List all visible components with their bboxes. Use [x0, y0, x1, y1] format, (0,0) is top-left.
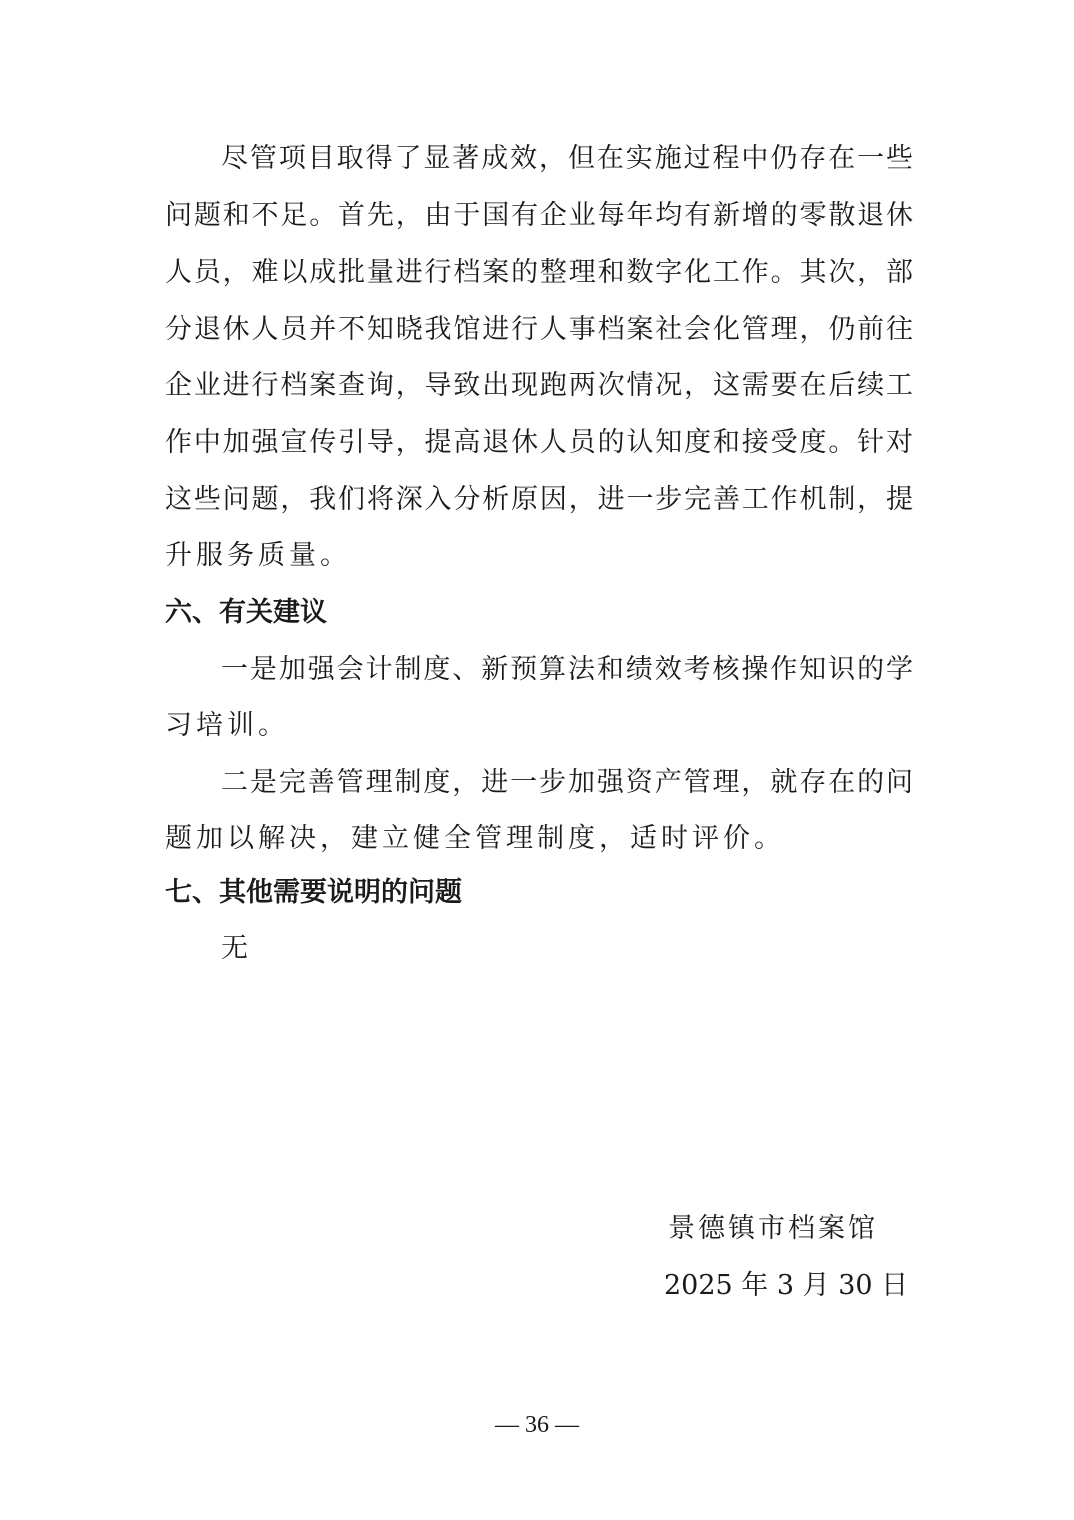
text-line: 升服务质量。	[165, 540, 351, 571]
text-line: 人员，难以成批量进行档案的整理和数字化工作。其次，部	[165, 257, 913, 288]
text-line: 一是加强会计制度、新预算法和绩效考核操作知识的学	[221, 654, 913, 685]
signature-date: 2025 年 3 月 30 日	[664, 1270, 909, 1301]
text-line: 分退休人员并不知晓我馆进行人事档案社会化管理，仍前往	[165, 314, 913, 345]
text-line: 这些问题，我们将深入分析原因，进一步完善工作机制，提	[165, 484, 913, 515]
text-line: 习培训。	[165, 710, 289, 741]
text-line: 问题和不足。首先，由于国有企业每年均有新增的零散退休	[165, 200, 913, 231]
text-line: 作中加强宣传引导，提高退休人员的认知度和接受度。针对	[165, 427, 913, 458]
section-heading-suggestions: 六、有关建议	[165, 597, 327, 628]
text-line: 题加以解决，建立健全管理制度，适时评价。	[165, 823, 785, 854]
page-number: — 36 —	[495, 1412, 579, 1438]
signature-organization: 景德镇市档案馆	[668, 1213, 878, 1244]
text-line: 二是完善管理制度，进一步加强资产管理，就存在的问	[221, 767, 913, 798]
text-line: 企业进行档案查询，导致出现跑两次情况，这需要在后续工	[165, 370, 913, 401]
section-heading-other-issues: 七、其他需要说明的问题	[165, 877, 462, 908]
text-line: 尽管项目取得了显著成效，但在实施过程中仍存在一些	[221, 143, 913, 174]
other-issues-content: 无	[221, 933, 248, 964]
